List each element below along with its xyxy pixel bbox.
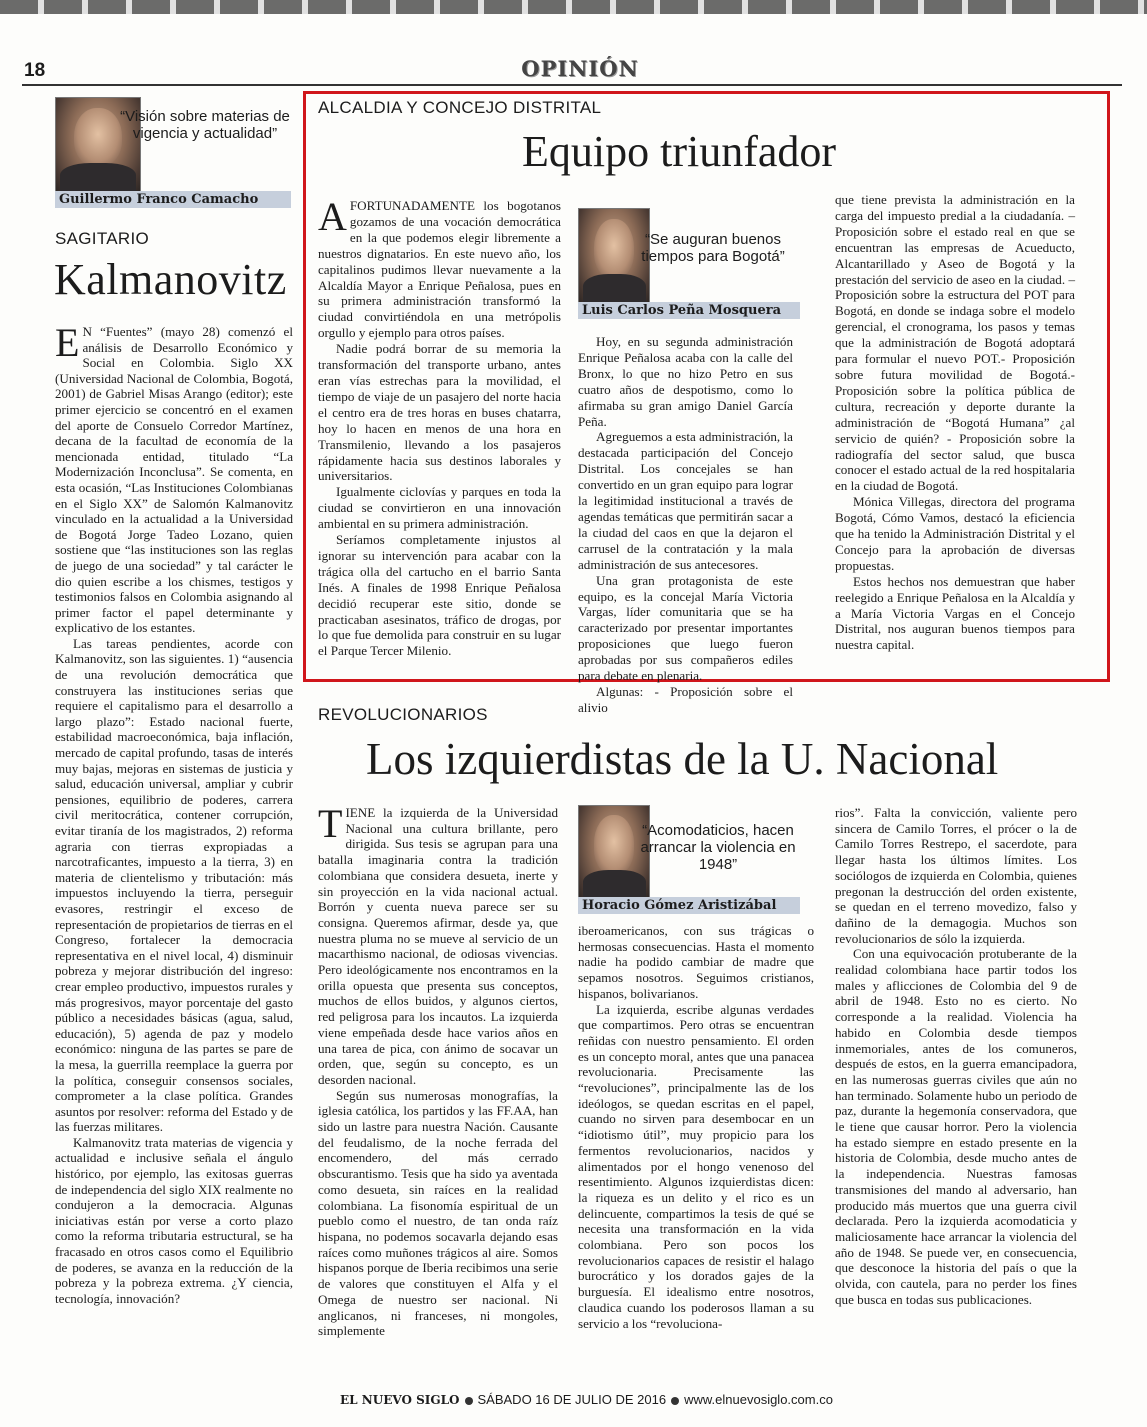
article-paragraph: que tiene prevista la administración en la carga del impuesto predial a la ciudadanía. – Proposición sobre el estado real en que se encuentran las empresas de Acueducto, Alcantarillado y Aseo de Bogotá y la prestación del servicio de aseo en la ciudad. – Proposición sobre la estructura del POT para Bogotá, en donde se indaga sobre el modelo gerencial, el cronograma, los pasos y temas que la administración de Bogotá adoptará para formular el nuevo POT.- Proposición sobre futura movilidad de Bogotá.- Proposición sobre la política pública de cultura, recreación y deporte durante la administración de “Bogotá Humana” ¿al servicio de quién? - Proposición sobre la radiografía del sector salud, que busca conocer el estado actual de la red hospitalaria en la ciudad de Bogotá. [835, 192, 1075, 494]
issue-date: SÁBADO 16 DE JULIO DE 2016 [477, 1392, 667, 1407]
article-paragraph: Las tareas pendientes, acorde con Kalmanovitz, son las siguientes. 1) “ausencia de una revolución democrática que construyera las instituciones serias que requiere el capitalismo para el desarrollo a largo plazo”: Estado nacional fuerte, estabilidad macroeconómica, baja inflación, mercado de capital profundo, tasas de interés muy bajas, mejoras en sistemas de justicia y salud, educación universal, ampliar y cubrir pensiones, equilibrio de poderes, carrera civil meritocrática, contener corrupción, evitar tiranía de los magistrados, 2) reforma agraria con tierras expropiadas a narcotraficantes, impuesto a la tierra, 3) en materia de clientelismo y tributación: más impuestos incluyendo la tierra, perseguir evasores, restringir el exceso de representación de propietarios de tierras en el Congreso, fortalecer la democracia representativa en el nivel local, 4) disminuir pobreza y mejorar distribución del ingreso: crear empleo productivo, impuestos rurales y más progresivos, mayor porcentaje del gasto público a necesidades básicas (agua, salud, educación), 5) agenda de paz y modelo económico: ninguna de las partes se pare de la mesa, la guerrilla reemplace la guerra por la política, conseguir consensos sociales, comprometer a la clase política. Grandes asuntos por resolver: reforma del Estado y de las fuerzas militares. [55, 635, 293, 1135]
article-paragraph: Agreguemos a esta administración, la destacada participación del Concejo Distrital. Los concejales se han convertido en un gran equipo para lograr la legitimidad institucional a través de agendas temáticas que permitirán sacar a la ciudad del caos en que la dejaron el carrusel de la contratación y la mala administración de sus antecesores. [578, 429, 793, 572]
article-paragraph: E N “Fuentes” (mayo 28) comenzó el análisis de Desarrollo Económico y Social en Colombia. Siglo XX (Universidad Nacional de Colombia, Bogotá, 2001) de Gabriel Misas Arango (editor); este primer ejercicio se concentró en el examen del aporte de Consuelo Corredor Martínez, decana de la facultad de economía de la mencionada entidad, titulado “La Modernización Inconclusa”. Se comenta, en esta ocasión, “Las Instituciones Colombianas en el Siglo XX” de Salomón Kalmanovitz vinculado en la actualidad a la Universidad de Bogotá Jorge Tadeo Lozano, quien sostiene que “las instituciones son las reglas de juego de una sociedad” y tal carácter le dio quien escribe a los chismes, testigos y testimonios falsos en Colombia asignando al primer factor el papel determinante y explicativo de los estantes. [55, 320, 293, 636]
bullet-icon [465, 1397, 473, 1405]
section-title: OPINIÓN [521, 56, 639, 81]
article-paragraph: iberoamericanos, con sus trágicas o hermosas consecuencias. Hasta el momento nadie ha podido cambiar de madre que sepamos nosotros. Seguimos cristianos, hispanos, bolivarianos. [578, 923, 814, 1001]
article-paragraph: Con una equivocación protuberante de la realidad colombiana hace partir todos los males y aflicciones de Colombia del 9 de abril de 1948. Esto no es cierto. No corresponde a la realidad. Violencia ha habido en Colombia desde tiempos inmemoriales, antes de los comuneros, después de estos, en la guerra emancipadora, en las numerosas guerras civiles que aún no han terminado. Solamente hubo un periodo de paz, durante la hegemonía conservadora, que le tiene que causar horror. Pero la violencia ha estado siempre en estado presente en la historia de Colombia, desde mucho antes de la independencia. Nuestras famosas transmisiones del mando al adversario, han producido más muertos que una guerra civil declarada. Pero la izquierda acomodaticia y maliciosamente hace arrancar la violencia del año de 1948. Se puede ver, en consecuencia, que desconoce la historia del país o que la olvida, con cautela, para no perder los fines que busca en todas sus publicaciones. [835, 946, 1077, 1307]
article-column [578, 334, 793, 715]
article-kicker: SAGITARIO [55, 229, 150, 248]
article-paragraph: La izquierda, escribe algunas verdades que compartimos. Pero otras se encuentran reñidas con nuestro pensamiento. El orden es un concepto moral, antes que una panacea revolucionaria. Precisamente las “revoluciones”, principalmente las de los ideólogos, se quedan escritas en el papel, cuando no sirven para desembocar en un “idiotismo útil”, muy propicio para los fermentos revolucionarios, nacidos y alimentados por el hongo venenoso del resentimiento. Algunos izquierdistas dicen: la riqueza es un delito y el rico es un delincuente, compartimos la tesis de qué se necesita una transformación en la vida colombiana. Pero son pocos los revolucionarios capaces de resistir el halago burocrático y los dorados gajes de la burguesía. El idealismo entre nosotros, claudica cuando los poderosos llaman a su servicio a los “revoluciona- [578, 1001, 814, 1331]
page-footer [340, 1392, 833, 1407]
article-headline: Equipo triunfador [522, 127, 837, 176]
pull-quote: “Se auguran buenos tiempos para Bogotá” [641, 231, 785, 265]
article-paragraph: Seríamos completamente injustos al ignorar su intervención para acabar con la trágica olla del cartucho en el barrio Santa Inés. A finales de 1998 Enrique Peñalosa decidió recuperar este sitio, donde se practicaban asesinatos, tráfico de drogas, por lo que fue demolida para construir en su lugar el Parque Tercer Milenio. [318, 532, 561, 659]
header-rule [22, 84, 1122, 86]
article-paragraph: Kalmanovitz trata materias de vigencia y actualidad e inclusive señala el ángulo histórico, por ejemplo, las exitosas guerras de independencia del siglo XIX realmente no condujeron a la democracia. Algunas iniciativas están por verse a corto plazo como la reforma tributaria estructural, se ha fracasado en otros casos como el Equilibrio de poderes, se avanza en la reducción de la pobreza y la pobreza extrema. ¿Y ciencia, tecnología, innovación? [55, 1134, 293, 1306]
article-headline: Kalmanovitz [54, 255, 287, 304]
article-column [835, 192, 1075, 670]
article-paragraph: Según sus numerosas monografías, la iglesia católica, los partidos y las FF.AA, han sido un lastre para nuestra Nación. Causante del feudalismo, de la noche ferrada del encomendero, del más cerrado obscurantismo. Tesis que ha sido ya aventada como desueta, sin raíces en la realidad colombiana. La fisonomía espiritual de un pueblo como el nuestro, de tan onda raíz hispana, no podemos socavarla dejando esas raíces como muñones trágicos al aire. Somos hispanos porque de Iberia recibimos una serie de valores que constituyen el Alfa y el Omega de nuestro ser nacional. Ni anglicanos, ni franceses, ni mongoles, simplemente [318, 1087, 558, 1339]
newspaper-brand: EL NUEVO SIGLO [340, 1393, 460, 1407]
author-name: Guillermo Franco Camacho [55, 191, 291, 208]
article-column [318, 801, 558, 1378]
top-scan-band [0, 0, 1147, 14]
article-paragraph: Algunas: - Proposición sobre el alivio [578, 683, 793, 715]
article-headline: Los izquierdistas de la U. Nacional [366, 734, 999, 784]
article-column [578, 923, 814, 1378]
article-paragraph: rios”. Falta la convicción, valiente pero sincera de Camilo Torres, el prócer o la de Camilo Torres Restrepo, el sacerdote, para llegar hasta los últimos límites. Los sociólogos de izquierda en Colombia, quienes pregonan la destrucción del orden existente, se quedan en el terreno movedizo, falso y dañino de la demagogia. Muchos son revolucionarios de sólo la izquierda. [835, 805, 1077, 946]
author-name: Horacio Gómez Aristizábal [578, 897, 800, 914]
article-column [835, 805, 1077, 1378]
article-kicker: ALCALDIA Y CONCEJO DISTRITAL [318, 98, 602, 117]
page-number: 18 [24, 60, 46, 81]
article-kicker: REVOLUCIONARIOS [318, 705, 488, 724]
article-paragraph: Nadie podrá borrar de su memoria la transformación del transporte urbano, antes eran vías estrechas para la movilidad, el tiempo de viaje de un pasajero del norte hacia el centro era de tres horas en buses chatarra, hoy lo hacen en menos de una hora en Transmilenio, llevando a los pasajeros rápidamente hacia sus destinos laborales y universitarios. [318, 341, 561, 484]
drop-cap: A [318, 194, 347, 239]
article-paragraph: TIENE la izquierda de la Universidad Nacional una cultura brillante, pero dirigida. Sus tesis se agrupan para una batalla imaginaria contra la tradición colombiana que considera desueta, inerte y sin proyección en la vida nacional actual. Borrón y cuenta nueva parece ser su consigna. Queremos afirmar, desde ya, que nuestra pluma no se mueve al servicio de un macarthismo nacional, de odiosas vivencias. Pero ideológicamente nos encontramos en la orilla opuesta que presenta sus conceptos, muchos de ellos buidos, y algunos ciertos, red peligrosa para los incautos. La izquierda viene empeñada desde hace varios años en una tarea de pica, con ánimo de socavar un orden, que, según su concepto, es un desorden nacional. [318, 801, 558, 1087]
article-column [318, 194, 561, 670]
bullet-icon [671, 1397, 679, 1405]
drop-cap: E [55, 320, 80, 365]
drop-cap: T [318, 801, 343, 846]
website-url: www.elnuevosiglo.com.co [684, 1392, 833, 1407]
article-paragraph: Estos hechos nos demuestran que haber reelegido a Enrique Peñalosa en la Alcaldía y a María Victoria Vargas en el Concejo Distrital, nos auguran buenos tiempos para nuestra capital. [835, 573, 1075, 653]
pull-quote: “Acomodaticios, hacen arrancar la violencia en 1948” [640, 822, 796, 873]
article-body [55, 320, 293, 1376]
article-paragraph: Igualmente ciclovías y parques en toda la ciudad se convirtieron en una innovación ambiental en su primera administración. [318, 484, 561, 532]
article-paragraph: Mónica Villegas, directora del programa Bogotá, Cómo Vamos, destacó la eficiencia que ha tenido la Administración Distrital y el Concejo para la aprobación de diversas propuestas. [835, 494, 1075, 573]
article-paragraph: Una gran protagonista de este equipo, es la concejal María Victoria Vargas, líder comunitaria que se ha caracterizado por presentar importantes proposiciones que luego fueron aprobadas por sus compañeros ediles para debate en plenaria. [578, 572, 793, 684]
article-paragraph: Hoy, en su segunda administración Enrique Peñalosa acaba con la calle del Bronx, lo que no hizo Petro en sus cuatro años de despotismo, como lo afirmaba su gran amigo Daniel García Peña. [578, 334, 793, 429]
article-paragraph: AFORTUNADAMENTE los bogotanos gozamos de una vocación democrática en la que podemos elegir libremente a nuestros dignatarios. En este nuevo año, los capitalinos pudimos llevar nuevamente a la Alcaldía Mayor a Enrique Peñalosa, pues en su primera administración transformó la ciudad convirtiéndola en una metrópolis orgullo y ejemplo para otros países. [318, 194, 561, 341]
author-name: Luis Carlos Peña Mosquera [578, 302, 800, 319]
pull-quote: “Visión sobre materias de vigencia y actualidad” [120, 108, 290, 142]
